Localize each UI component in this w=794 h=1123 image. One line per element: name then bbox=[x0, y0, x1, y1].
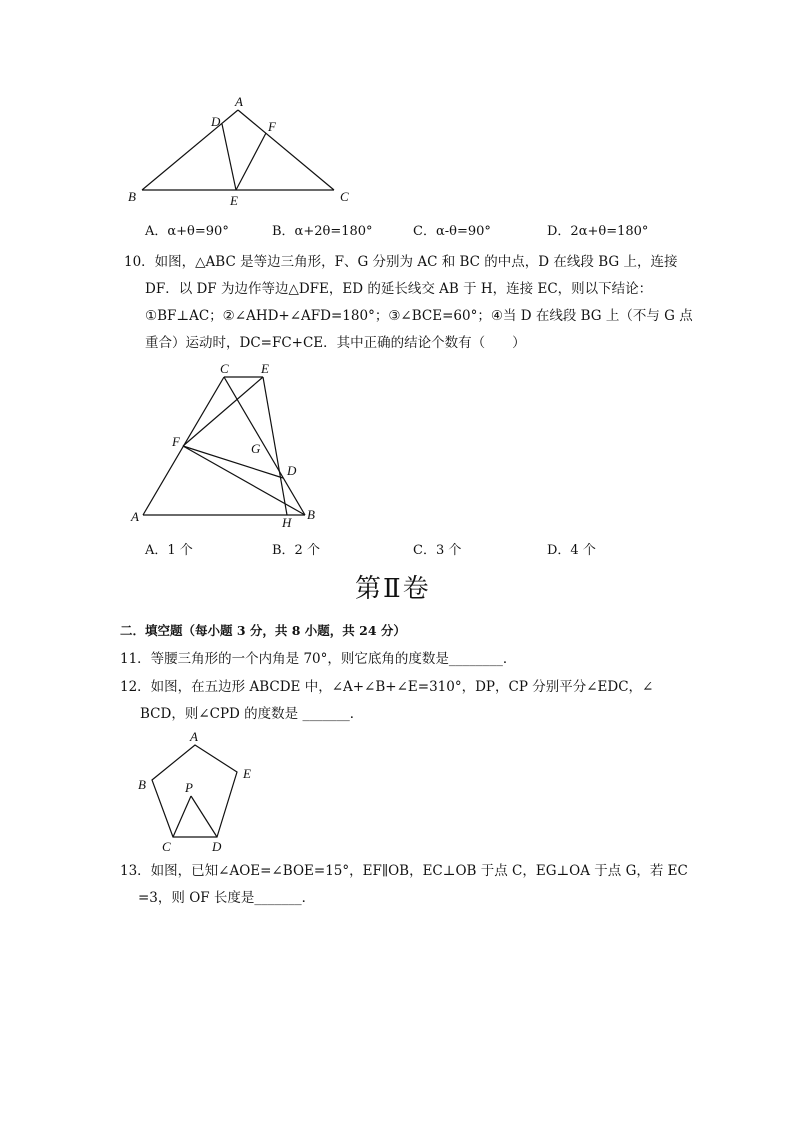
fig9-label-e: E bbox=[230, 193, 238, 208]
part2-heading: 二．填空题（每小题 3 分，共 8 小题，共 24 分） bbox=[120, 623, 406, 638]
q12-line-2: BCD，则∠CPD 的度数是 _______． bbox=[140, 706, 364, 722]
fig10-label-f: F bbox=[172, 434, 180, 449]
fig12-label-p: P bbox=[185, 780, 193, 795]
fig10-label-c: C bbox=[220, 361, 229, 376]
q9-option-b: B．α+2θ=180° bbox=[272, 224, 373, 239]
q11-text: 11．等腰三角形的一个内角是 70°，则它底角的度数是________． bbox=[120, 651, 517, 667]
q9-option-c: C．α-θ=90° bbox=[413, 224, 491, 239]
fig10-label-g: G bbox=[251, 441, 261, 456]
fig10-label-e: E bbox=[261, 361, 269, 376]
q12-line-1: 12．如图，在五边形 ABCDE 中，∠A+∠B+∠E=310°，DP，CP 分别平分∠EDC，∠ bbox=[120, 679, 654, 695]
q10-line-1: 10．如图，△ABC 是等边三角形，F、G 分别为 AC 和 BC 的中点，D 在线段 BG 上，连接 bbox=[124, 254, 678, 270]
fig12-lines bbox=[152, 745, 237, 837]
q9-option-d: D．2α+θ=180° bbox=[547, 224, 649, 239]
fig10-label-b: B bbox=[307, 507, 315, 522]
q10-option-d: D．4 个 bbox=[547, 543, 596, 558]
fig9-label-f: F bbox=[268, 119, 276, 134]
fig9-label-a: A bbox=[235, 94, 243, 109]
fig10-label-d: D bbox=[287, 463, 297, 478]
q10-line-2: DF．以 DF 为边作等边△DFE，ED 的延长线交 AB 于 H，连接 EC，则以下结论： bbox=[145, 281, 653, 297]
q9-option-a: A．α+θ=90° bbox=[145, 224, 229, 239]
fig12-label-d: D bbox=[212, 839, 222, 854]
q10-option-b: B．2 个 bbox=[272, 543, 320, 558]
section-title: 第Ⅱ卷 bbox=[355, 574, 431, 604]
fig12-label-c: C bbox=[162, 839, 171, 854]
fig10-label-h: H bbox=[282, 515, 292, 530]
fig12-label-e: E bbox=[243, 766, 251, 781]
q10-option-c: C．3 个 bbox=[413, 543, 462, 558]
fig12-label-b: B bbox=[138, 777, 146, 792]
q10-line-3: ①BF⊥AC；②∠AHD+∠AFD=180°；③∠BCE=60°；④当 D 在线段 BG 上（不与 G 点 bbox=[145, 308, 693, 324]
fig9-label-c: C bbox=[340, 189, 349, 204]
q10-option-a: A．1 个 bbox=[145, 543, 193, 558]
fig9-label-d: D bbox=[211, 114, 221, 129]
fig9-label-b: B bbox=[128, 189, 136, 204]
q13-line-1: 13．如图，已知∠AOE=∠BOE=15°，EF∥OB，EC⊥OB 于点 C，EG⊥OA 于点 G，若 EC bbox=[120, 863, 688, 879]
q13-line-2: =3，则 OF 长度是_______． bbox=[138, 890, 316, 906]
fig10-label-a: A bbox=[131, 509, 139, 524]
q10-line-4: 重合）运动时，DC=FC+CE．其中正确的结论个数有（ ） bbox=[145, 335, 526, 351]
fig12-label-a: A bbox=[190, 729, 198, 744]
